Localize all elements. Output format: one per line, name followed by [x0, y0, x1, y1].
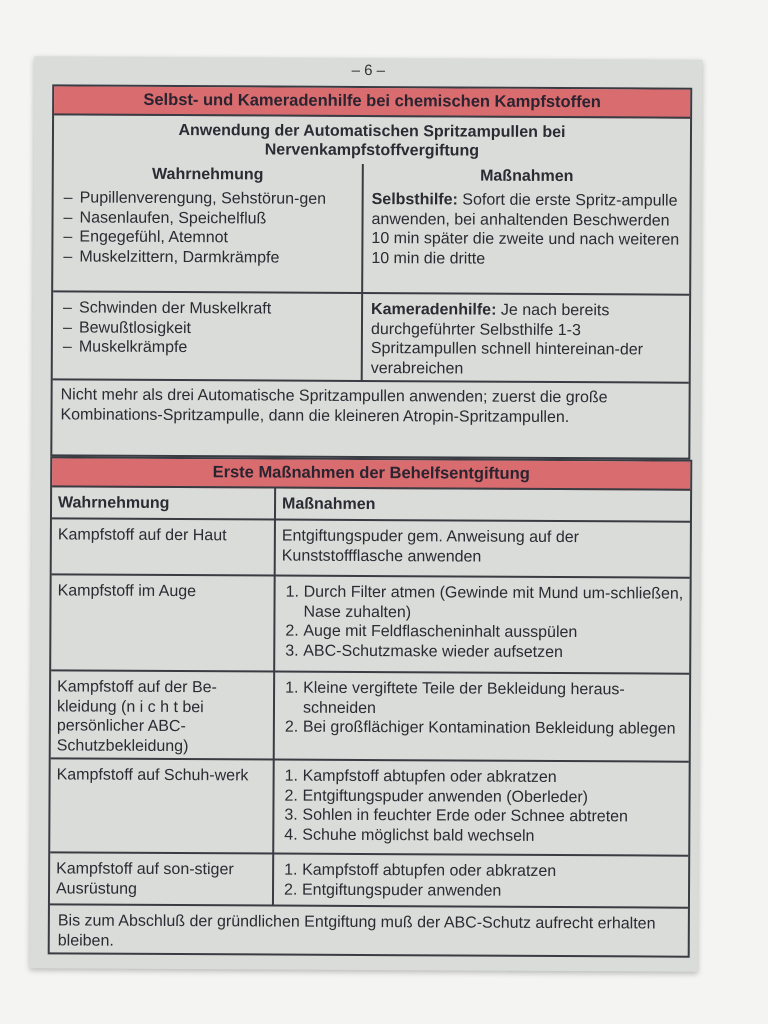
row-perception: Kampfstoff auf der Be-kleidung (n i c h t bei persönlicher ABC-Schutzbekleidung): [56, 678, 217, 755]
row-perception: Kampfstoff auf der Haut: [57, 526, 227, 545]
row-measures: [275, 577, 689, 673]
row-perception: Kampfstoff im Auge: [57, 582, 197, 601]
symptom-item: – Muskelzittern, Darmkrämpfe: [57, 247, 357, 268]
measure-item: 2. Auge mit Feldflascheninhalt ausspülen: [285, 622, 578, 642]
table-row: [51, 671, 689, 760]
table-row: [50, 759, 688, 854]
comradehelp-text: Je nach bereits durchgeführter Selbsthilfe 1-3 Spritzampullen schnell hintereinan-der verabreichen: [370, 301, 644, 378]
measure-item: 3. Sohlen in feuchter Erde oder Schnee abtreten: [284, 806, 629, 826]
row-measures: Entgiftungspuder gem. Anweisung auf der Kunststoffflasche anwenden: [281, 527, 580, 566]
row-measures: [274, 761, 688, 855]
instruction-card: [30, 56, 703, 971]
t2-col-perception: Wahrnehmung: [58, 494, 170, 512]
row2-measures: [363, 294, 689, 382]
table-row: [50, 853, 688, 906]
selfhelp-label: Selbsthilfe:: [371, 191, 458, 209]
symptom-item: – Muskelkrämpfe: [57, 337, 357, 358]
section1-subtitle: [54, 115, 690, 165]
table-row: [51, 575, 689, 672]
measure-item: 2. Entgiftungspuder anwenden: [283, 881, 502, 900]
measure-item: 1. Kampfstoff abtupfen oder abkratzen: [284, 767, 557, 787]
row2-symptoms: [53, 292, 361, 380]
measure-item: 1. Kampfstoff abtupfen oder abkratzen: [284, 861, 557, 881]
subtitle-line1: Anwendung der Automatischen Spritzampullen bei: [178, 122, 566, 142]
measure-item: 3. ABC-Schutzmaske wieder aufsetzen: [285, 642, 563, 661]
table-row: [52, 519, 690, 576]
measure-item: 1. Kleine vergiftete Teile der Bekleidung heraus-schneiden: [285, 679, 625, 717]
selfhelp-text: Sofort die erste Spritz-ampulle anwenden, bei anhaltenden Beschwerden 10 min später die zweite und nach weiteren 10 min die dritte: [371, 191, 680, 268]
row-measures: [275, 673, 689, 761]
section2-note: Bis zum Abschluß der gründlichen Entgiftung muß der ABC-Schutz aufrecht erhalten bleiben.: [57, 912, 656, 950]
symptom-item: – Pupillenverengung, Sehstörun-gen: [58, 188, 358, 209]
symptom-item: – Nasenlaufen, Speichelfluß: [57, 208, 357, 229]
section-nerve-agent: [50, 84, 692, 459]
subtitle-line2: Nervenkampfstoffvergiftung: [264, 141, 480, 160]
section1-title: Selbst- und Kameradenhilfe bei chemischen Kampfstoffen: [54, 86, 690, 118]
measure-item: 2. Bei großflächiger Kontamination Bekleidung ablegen: [284, 718, 676, 738]
section1-note: Nicht mehr als drei Automatische Spritzampullen anwenden; zuerst die große Kombinations-Spritzampulle, dann die kleineren Atropin-Spritzampullen.: [60, 386, 608, 426]
row1-symptoms: [53, 186, 362, 292]
symptom-item: – Engegefühl, Atemnot: [57, 227, 357, 248]
symptom-item: – Bewußtlosigkeit: [57, 318, 357, 339]
measure-item: 1. Durch Filter atmen (Gewinde mit Mund um-schließen, Nase zuhalten): [285, 583, 684, 621]
symptom-item: – Schwinden der Muskelkraft: [57, 298, 357, 319]
row-perception: Kampfstoff auf Schuh-werk: [56, 766, 249, 785]
t2-col-measures: Maßnahmen: [282, 495, 376, 514]
col-perception-header: Wahrnehmung: [152, 165, 264, 184]
row1-measures: [363, 188, 690, 294]
row-measures: [274, 855, 688, 907]
section-decontamination: [48, 456, 693, 957]
comradehelp-label: Kameradenhilfe:: [371, 301, 497, 319]
page-number: – 6 –: [351, 61, 386, 80]
measure-item: 2. Entgiftungspuder anwenden (Oberleder): [284, 787, 589, 806]
section2-title: Erste Maßnahmen der Behelfsentgiftung: [52, 458, 690, 490]
col-measures-header: Maßnahmen: [480, 167, 574, 186]
measure-item: 4. Schuhe möglichst bald wechseln: [284, 826, 535, 845]
row-perception: Kampfstoff auf son-stiger Ausrüstung: [55, 860, 234, 898]
